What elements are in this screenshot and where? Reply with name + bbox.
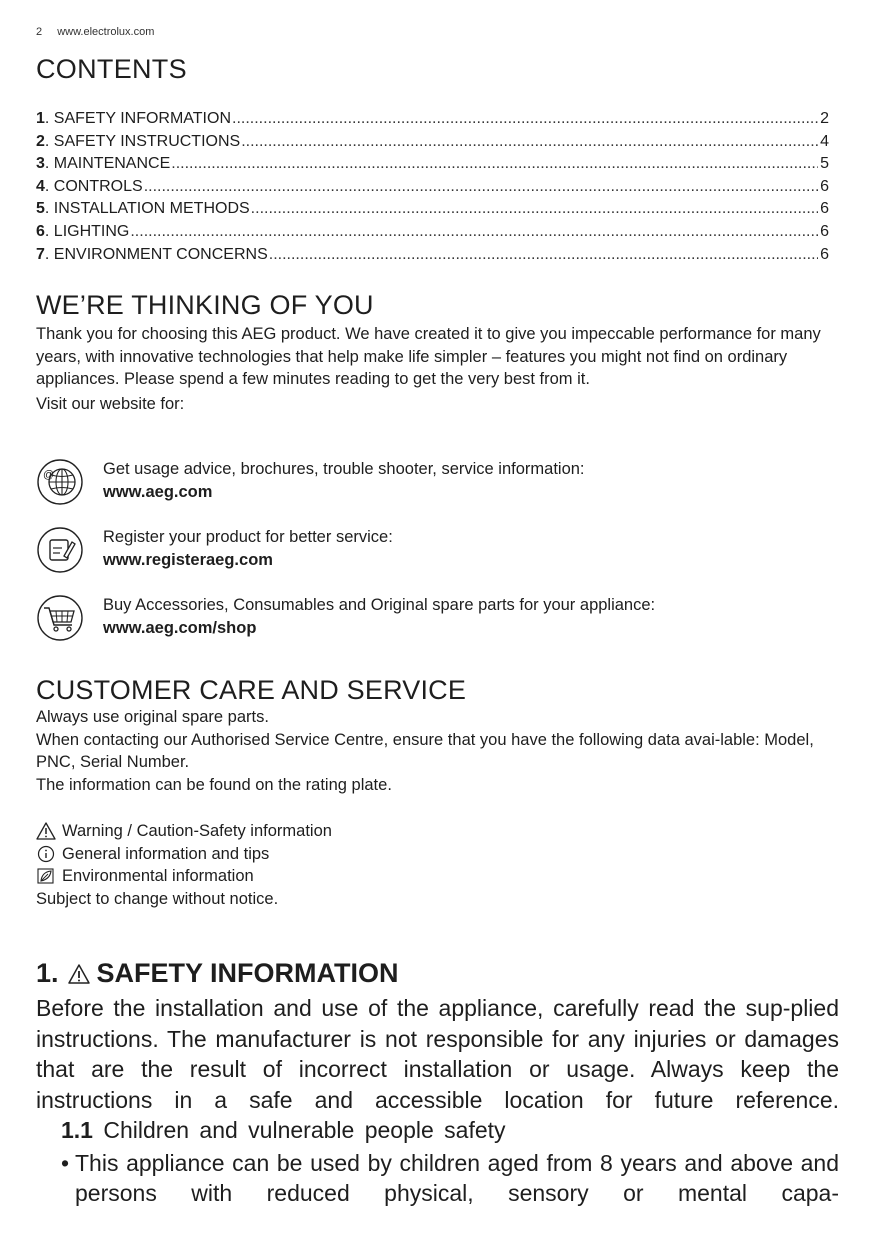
globe-at-icon (36, 458, 84, 506)
care-title: CUSTOMER CARE AND SERVICE (36, 675, 467, 705)
shopping-cart-icon (36, 594, 84, 642)
toc-item-number: 3 (36, 155, 45, 173)
legend-item (36, 843, 636, 866)
toc-leader (232, 110, 818, 128)
toc-leader (251, 200, 818, 218)
safety-section (36, 958, 839, 1209)
safety-intro: Before the installation and use of the appliance, carefully read the sup-plied instructions. The manufacturer is not responsible for any injuries or damages that are the result of incorrect installation or usage. Always keep the instructions in a safe and accessible location for future reference. (36, 995, 839, 1113)
list-item (36, 456, 836, 524)
toc-item-label: . SAFETY INSTRUCTIONS (44, 132, 241, 150)
svg-text:@: @ (43, 469, 55, 481)
toc-item-number: 4 (36, 177, 45, 195)
customer-care-section (36, 675, 836, 796)
toc-item-page: 4 (820, 132, 829, 150)
toc-item-page: 6 (820, 177, 829, 195)
thinking-title: WE’RE THINKING OF YOU (36, 290, 374, 320)
subsection-title: Children and vulnerable people safety (103, 1117, 506, 1143)
visit-list (36, 456, 836, 660)
table-of-contents (36, 110, 829, 268)
warning-icon (36, 822, 56, 840)
subsection-heading (61, 1115, 839, 1146)
safety-title (36, 958, 839, 989)
toc-item-label: . SAFETY INFORMATION (44, 110, 231, 127)
care-line: The information can be found on the rating plate. (36, 775, 392, 794)
visit-item-text: Buy Accessories, Consumables and Original spare parts for your appliance: (103, 596, 656, 614)
legend-item (36, 820, 636, 843)
bullet-text: This appliance can be used by children aged from 8 years and above and persons with reduced physical, sensory or mental capa- (75, 1149, 839, 1206)
toc-leader (269, 246, 818, 264)
toc-leader (144, 178, 818, 196)
toc-item-label: . INSTALLATION METHODS (44, 200, 250, 218)
toc-item-number: 7 (36, 245, 45, 263)
safety-number: 1. (36, 958, 59, 988)
toc-item-page: 6 (820, 200, 829, 218)
legend-env: Environmental information (62, 867, 254, 885)
info-icon (36, 845, 56, 863)
toc-leader (130, 223, 818, 241)
toc-item[interactable] (36, 155, 829, 178)
toc-leader (171, 155, 818, 173)
visit-label: Visit our website for: (36, 394, 185, 413)
visit-item-link[interactable]: www.aeg.com/shop (103, 618, 257, 637)
visit-item-link[interactable]: www.registeraeg.com (103, 550, 273, 569)
care-line: Always use original spare parts. (36, 708, 269, 726)
toc-item-label: . CONTROLS (44, 177, 143, 195)
header-site: www.electrolux.com (57, 26, 155, 38)
toc-item[interactable] (36, 200, 829, 223)
toc-item-page: 2 (820, 110, 829, 127)
toc-leader (241, 133, 818, 151)
register-pencil-icon (36, 526, 84, 574)
thinking-section (36, 290, 836, 415)
toc-item-number: 1 (36, 110, 45, 127)
leaf-icon (36, 867, 56, 885)
toc-item[interactable] (36, 110, 829, 133)
toc-item-page: 5 (820, 155, 829, 173)
toc-item-page: 6 (820, 245, 829, 263)
toc-item-number: 5 (36, 200, 45, 218)
care-line: When contacting our Authorised Service Centre, ensure that you have the following data avai-lable: Model, PNC, Serial Number. (36, 730, 814, 771)
toc-item[interactable] (36, 178, 829, 201)
visit-item-link[interactable]: www.aeg.com (103, 482, 213, 501)
symbol-legend (36, 820, 636, 910)
legend-item (36, 865, 636, 888)
toc-item-label: . ENVIRONMENT CONCERNS (44, 245, 268, 263)
legend-info: General information and tips (62, 844, 270, 863)
contents-title: CONTENTS (36, 54, 187, 84)
list-item (61, 1148, 839, 1209)
page-number: 2 (36, 26, 43, 38)
toc-item-label: . LIGHTING (44, 222, 130, 240)
toc-item-page: 6 (820, 222, 829, 240)
legend-warning: Warning / Caution-Safety information (62, 822, 332, 840)
toc-item-label: . MAINTENANCE (44, 155, 171, 173)
toc-item[interactable] (36, 223, 829, 246)
warning-icon (67, 963, 91, 985)
toc-item[interactable] (36, 246, 829, 269)
list-item (36, 592, 836, 660)
toc-item[interactable] (36, 133, 829, 156)
visit-item-text: Register your product for better service: (103, 528, 393, 546)
list-item (36, 524, 836, 592)
toc-item-number: 6 (36, 222, 45, 240)
toc-item-number: 2 (36, 132, 45, 150)
legend-notice: Subject to change without notice. (36, 889, 279, 908)
page-header (36, 26, 154, 38)
visit-item-text: Get usage advice, brochures, trouble shooter, service information: (103, 460, 585, 478)
subsection-number: 1.1 (61, 1117, 93, 1143)
thinking-body: Thank you for choosing this AEG product. We have created it to give you impeccable performance for many years, with innovative technologies that help make life simpler – features you might not find on ordinary appliances. Please spend a few minutes reading to get the very best from it. (36, 325, 821, 388)
bullet-dot: • (61, 1149, 70, 1176)
safety-title-text: SAFETY INFORMATION (96, 958, 399, 988)
